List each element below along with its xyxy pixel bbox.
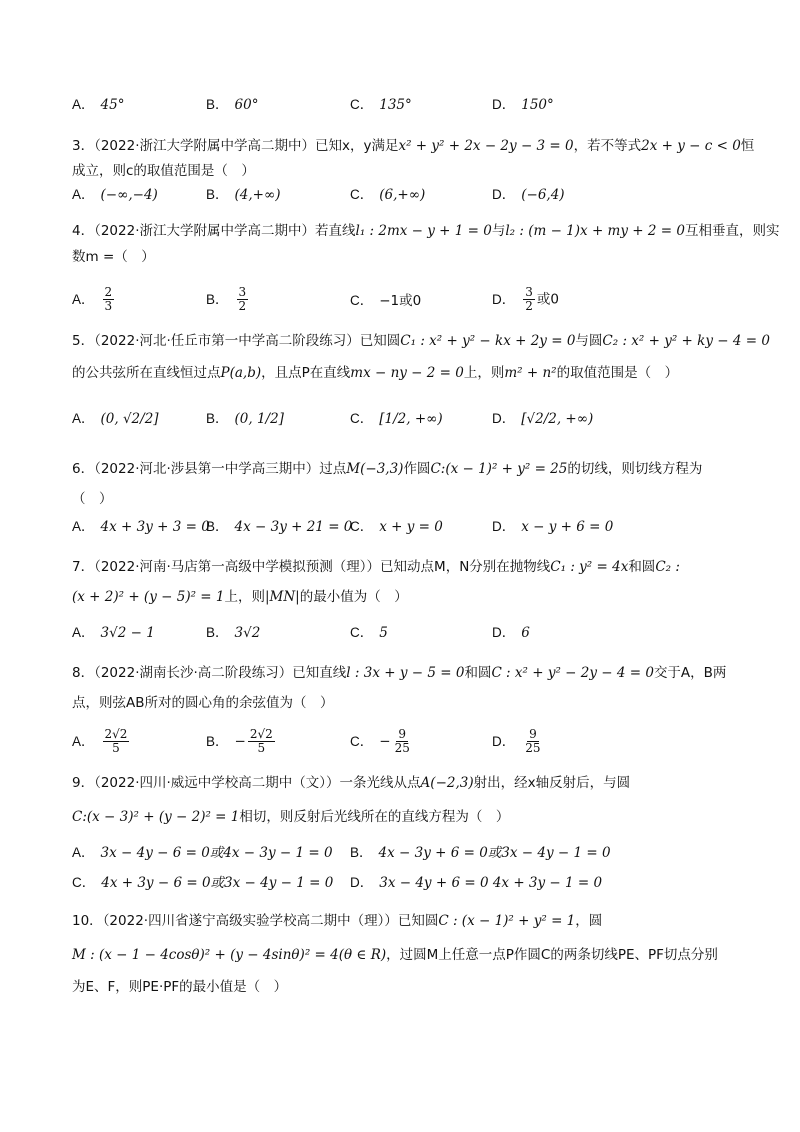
q9-option-b[interactable]: B． 4x − 3y + 6 = 0或3x − 4y − 1 = 0 [350,845,611,861]
q5-option-d[interactable]: D． [√2/2, +∞) [492,411,594,427]
q7-option-a[interactable]: A． 3√2 − 1 [72,625,155,641]
q7-option-b[interactable]: B． 3√2 [206,625,261,641]
q7-option-d[interactable]: D． 6 [492,625,530,641]
fraction: $\frac{2√2}{5}$ [249,727,273,755]
q5-stem-line2: 的公共弦所在直线恒过点P(a,b)，且点P在直线mx − ny − 2 = 0上，则m² + n²的取值范围是（ ） [72,365,679,381]
q9-option-a[interactable]: A． 3x − 4y − 6 = 0或4x − 3y − 1 = 0 [72,845,333,861]
q5-option-a[interactable]: A． (0, √2/2] [72,411,159,427]
q8-stem-line2: 点，则弦AB所对的圆心角的余弦值为（ ） [72,695,334,711]
q5-stem-line1: 5．（2022·河北·任丘市第一中学高二阶段练习）已知圆C₁ : x² + y² − kx + 2y = 0与圆C₂ : x² + y² + ky − 4 = 0 [72,333,770,349]
q10-stem-line3: 为E、F，则PE·PF的最小值是（ ） [72,979,288,995]
q7-option-c[interactable]: C． 5 [350,625,388,641]
q2-option-d[interactable]: D． 150° [492,97,554,113]
q5-option-c[interactable]: C． [1/2, +∞) [350,411,443,427]
q7-stem-line2: (x + 2)² + (y − 5)² = 1上，则|MN|的最小值为（ ） [72,589,408,605]
q4-option-b[interactable]: B． $\frac{3}{2}$ [206,285,247,313]
q9-option-d[interactable]: D． 3x − 4y + 6 = 0 4x + 3y − 1 = 0 [350,875,603,891]
q3-option-b[interactable]: B． (4,+∞) [206,187,281,203]
q8-option-b[interactable]: B． − $\frac{2√2}{5}$ [206,727,273,755]
fraction: $\frac{9}{25}$ [394,727,410,755]
q2-option-b[interactable]: B． 60° [206,97,259,113]
q8-option-a[interactable]: A． $\frac{2√2}{5}$ [72,727,128,755]
q10-stem-line2: M : (x − 1 − 4cosθ)² + (y − 4sinθ)² = 4(θ ∈ R)，过圆M上任意一点P作圆C的两条切线PE、PF切点分别 [72,947,718,963]
q7-stem-line1: 7．（2022·河南·马店第一高级中学模拟预测（理））已知动点M，N分别在抛物线C₁ : y² = 4x和圆C₂ : [72,559,680,575]
q4-stem-line2: 数m =（ ） [72,249,155,265]
q5-option-b[interactable]: B． (0, 1/2] [206,411,284,427]
q6-stem-line1: 6．（2022·河北·涉县第一中学高三期中）过点M(−3,3)作圆C:(x − 1)² + y² = 25的切线，则切线方程为 [72,461,703,477]
q9-option-c[interactable]: C． 4x + 3y − 6 = 0或3x − 4y − 1 = 0 [72,875,334,891]
q10-stem-line1: 10．（2022·四川省遂宁高级实验学校高二期中（理））已知圆C : (x − 1)² + y² = 1，圆 [72,913,603,929]
q8-stem-line1: 8．（2022·湖南长沙·高二阶段练习）已知直线l : 3x + y − 5 = 0和圆C : x² + y² − 2y − 4 = 0交于A，B两 [72,665,727,681]
fraction: $\frac{2√2}{5}$ [104,727,128,755]
q3-option-c[interactable]: C． (6,+∞) [350,187,426,203]
q6-stem-line2: （ ） [72,491,113,507]
q4-option-d[interactable]: D． $\frac{3}{2}$ 或0 [492,285,559,313]
q8-option-d[interactable]: D． $\frac{9}{25}$ [492,727,541,755]
q3-stem-line1: 3．（2022·浙江大学附属中学高二期中）已知x，y满足x² + y² + 2x − 2y − 3 = 0，若不等式2x + y − c < 0恒 [72,138,755,154]
q4-option-c[interactable]: C． −1或0 [350,293,422,309]
fraction: $\frac{3}{2}$ [525,285,533,313]
fraction: $\frac{9}{25}$ [525,727,541,755]
q4-option-a[interactable]: A． $\frac{2}{3}$ [72,285,113,313]
q3-option-d[interactable]: D． (−6,4) [492,187,565,203]
q3-stem-line2: 成立，则c的取值范围是（ ） [72,163,255,179]
q6-option-b[interactable]: B． 4x − 3y + 21 = 0 [206,519,353,535]
q9-stem-line1: 9．（2022·四川·威远中学校高二期中（文））一条光线从点A(−2,3)射出，经x轴反射后，与圆 [72,775,631,791]
fraction: $\frac{3}{2}$ [238,285,247,313]
q6-option-d[interactable]: D． x − y + 6 = 0 [492,519,614,535]
q6-option-a[interactable]: A． 4x + 3y + 3 = 0 [72,519,210,535]
q2-option-c[interactable]: C． 135° [350,97,412,113]
q4-stem-line1: 4．（2022·浙江大学附属中学高二期中）若直线l₁ : 2mx − y + 1 = 0与l₂ : (m − 1)x + my + 2 = 0互相垂直，则实 [72,223,780,239]
q6-option-c[interactable]: C． x + y = 0 [350,519,443,535]
q9-stem-line2: C:(x − 3)² + (y − 2)² = 1相切，则反射后光线所在的直线方程为（ ） [72,809,510,825]
fraction: $\frac{2}{3}$ [104,285,113,313]
q3-option-a[interactable]: A． (−∞,−4) [72,187,158,203]
q2-option-a[interactable]: A． 45° [72,97,125,113]
q8-option-c[interactable]: C． − $\frac{9}{25}$ [350,727,410,755]
